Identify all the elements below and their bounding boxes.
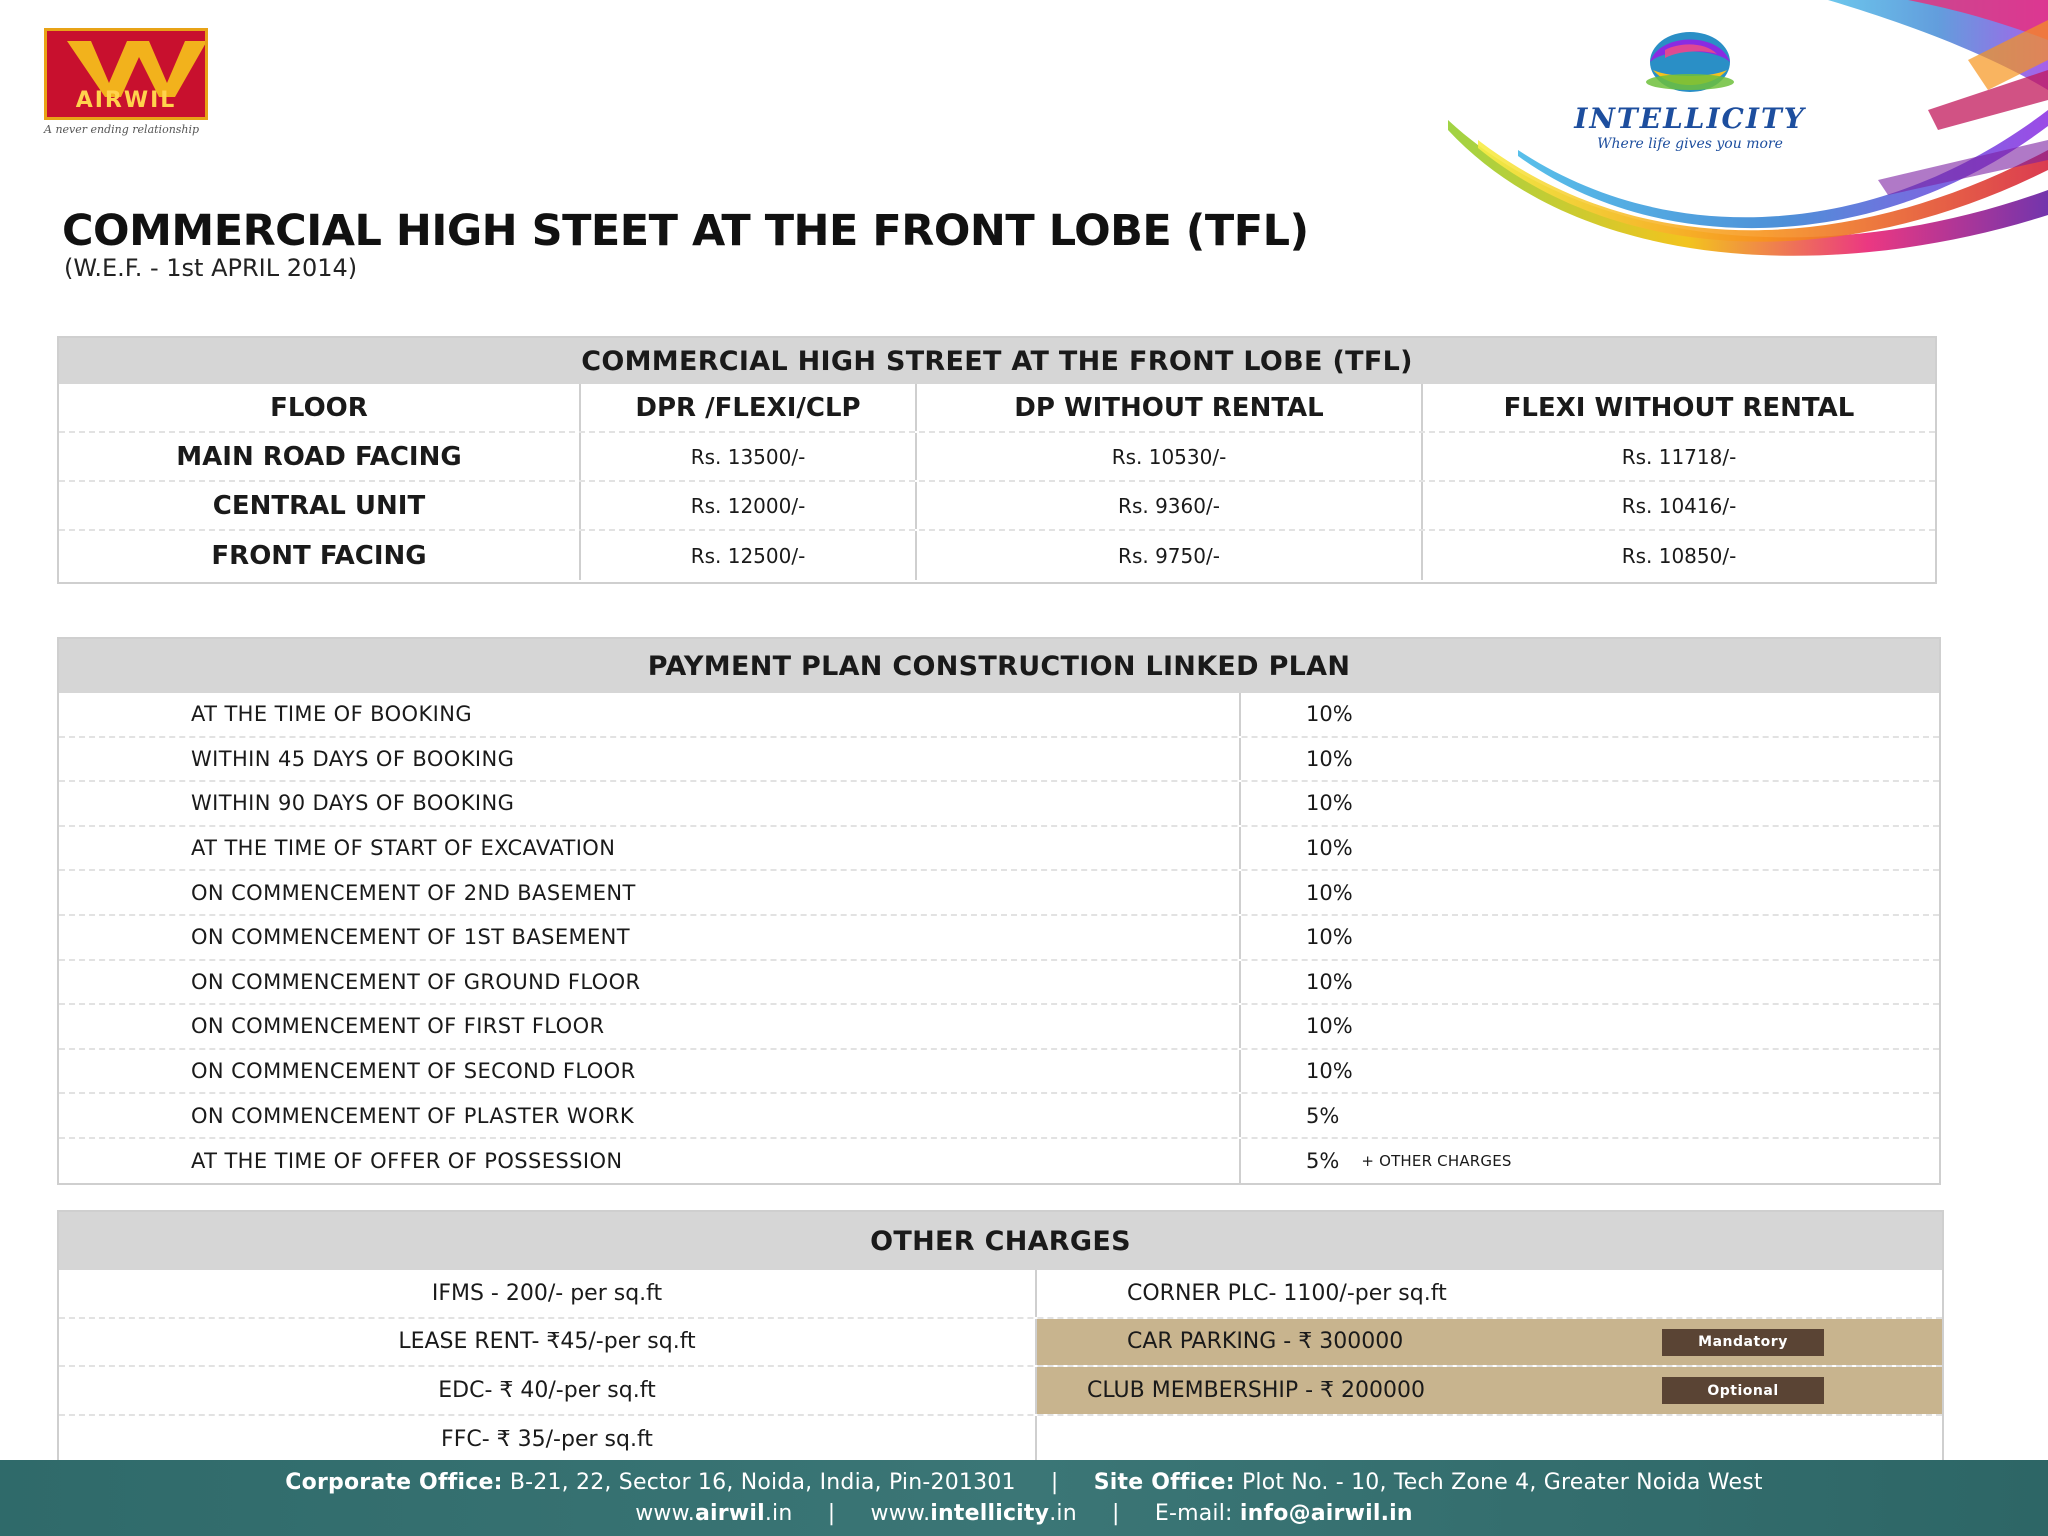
- charge-cell: LEASE RENT- ₹45/-per sq.ft: [59, 1319, 1037, 1366]
- stage-cell: AT THE TIME OF BOOKING: [59, 693, 1241, 736]
- airwil-logo: [44, 28, 224, 136]
- airwil-website-link[interactable]: www.airwil.in: [635, 1501, 793, 1526]
- footer: [0, 1460, 2048, 1536]
- corporate-office-label: Corporate Office:: [285, 1470, 503, 1495]
- percent-cell: 10%: [1306, 1059, 1353, 1084]
- charge-cell: EDC- ₹ 40/-per sq.ft: [59, 1367, 1037, 1414]
- intellicity-website-link[interactable]: www.intellicity.in: [870, 1501, 1077, 1526]
- percent-cell: 10%: [1306, 1014, 1353, 1039]
- price-cell: Rs. 10850/-: [1621, 543, 1737, 568]
- site-office-label: Site Office:: [1093, 1470, 1235, 1495]
- column-header: DP WITHOUT RENTAL: [917, 384, 1423, 431]
- table-row: [59, 1270, 1942, 1319]
- payment-plan-heading: PAYMENT PLAN CONSTRUCTION LINKED PLAN: [59, 639, 1939, 693]
- price-cell: Rs. 11718/-: [1621, 444, 1737, 469]
- stage-cell: ON COMMENCEMENT OF PLASTER WORK: [59, 1094, 1241, 1137]
- table-row: [59, 1319, 1942, 1368]
- charge-cell: IFMS - 200/- per sq.ft: [59, 1270, 1037, 1317]
- other-charges-heading: OTHER CHARGES: [59, 1212, 1942, 1270]
- car-parking-label: CAR PARKING - ₹ 300000: [1127, 1329, 1404, 1355]
- intellicity-logo: [1540, 20, 1840, 152]
- table-row: [59, 1367, 1942, 1416]
- column-header: FLOOR: [59, 384, 581, 431]
- percent-cell: 10%: [1306, 746, 1353, 771]
- stage-cell: WITHIN 45 DAYS OF BOOKING: [59, 738, 1241, 781]
- intellicity-tagline: Where life gives you more: [1597, 136, 1783, 152]
- table-row: [59, 482, 1935, 531]
- airwil-wordmark: AIRWIL: [75, 88, 177, 113]
- mandatory-badge: Mandatory: [1662, 1329, 1824, 1356]
- airwil-tagline: A never ending relationship: [44, 123, 200, 136]
- floor-cell: FRONT FACING: [59, 531, 581, 580]
- email-label: E-mail:: [1154, 1501, 1233, 1526]
- column-header: DPR /FLEXI/CLP: [581, 384, 917, 431]
- price-table-header-row: [59, 384, 1935, 433]
- charge-cell: FFC- ₹ 35/-per sq.ft: [59, 1416, 1037, 1465]
- corporate-office-address: B-21, 22, Sector 16, Noida, India, Pin-201301: [509, 1470, 1016, 1495]
- empty-cell: [1037, 1416, 1942, 1465]
- club-membership-label: CLUB MEMBERSHIP - ₹ 200000: [1087, 1377, 1426, 1403]
- percent-cell: [1241, 1139, 1939, 1184]
- separator: |: [1112, 1501, 1120, 1526]
- stage-cell: AT THE TIME OF OFFER OF POSSESSION: [59, 1139, 1241, 1184]
- page-title: COMMERCIAL HIGH STEET AT THE FRONT LOBE (TFL): [62, 206, 1309, 256]
- percent-cell: 5%: [1306, 1103, 1340, 1128]
- percent-cell: 10%: [1306, 925, 1353, 950]
- table-row: [59, 738, 1939, 783]
- table-row: [59, 961, 1939, 1006]
- price-cell: Rs. 9360/-: [917, 482, 1423, 529]
- separator: |: [1050, 1470, 1059, 1495]
- table-row: [59, 433, 1935, 482]
- percent-cell: 10%: [1306, 836, 1353, 861]
- page-subtitle: (W.E.F. - 1st APRIL 2014): [64, 254, 358, 282]
- table-row: [59, 1005, 1939, 1050]
- footer-address-line: [0, 1470, 2048, 1495]
- email-link[interactable]: info@airwil.in: [1239, 1501, 1413, 1526]
- table-row: [59, 531, 1935, 580]
- stage-cell: AT THE TIME OF START OF EXCAVATION: [59, 827, 1241, 870]
- separator: |: [827, 1501, 836, 1526]
- price-cell: Rs. 13500/-: [581, 433, 917, 480]
- table-row: [59, 1094, 1939, 1139]
- percent-cell: 10%: [1306, 880, 1353, 905]
- optional-badge: Optional: [1662, 1377, 1824, 1404]
- price-cell: Rs. 10530/-: [917, 433, 1423, 480]
- stage-cell: ON COMMENCEMENT OF SECOND FLOOR: [59, 1050, 1241, 1093]
- club-membership-cell: [1037, 1367, 1942, 1414]
- intellicity-wordmark: INTELLICITY: [1574, 102, 1806, 135]
- other-charges-table: [57, 1210, 1944, 1466]
- footer-contact-line: [0, 1501, 2048, 1526]
- site-office-address: Plot No. - 10, Tech Zone 4, Greater Noida West: [1241, 1470, 1763, 1495]
- table-row: [59, 1050, 1939, 1095]
- price-table-heading: COMMERCIAL HIGH STREET AT THE FRONT LOBE (TFL): [59, 338, 1935, 384]
- percent-cell: 10%: [1306, 791, 1353, 816]
- percent-cell: 10%: [1306, 702, 1353, 727]
- stage-cell: ON COMMENCEMENT OF GROUND FLOOR: [59, 961, 1241, 1004]
- stage-cell: ON COMMENCEMENT OF 2ND BASEMENT: [59, 871, 1241, 914]
- table-row: [59, 916, 1939, 961]
- stage-cell: ON COMMENCEMENT OF 1ST BASEMENT: [59, 916, 1241, 959]
- table-row: [59, 1139, 1939, 1184]
- table-row: [59, 1416, 1942, 1465]
- stage-cell: ON COMMENCEMENT OF FIRST FLOOR: [59, 1005, 1241, 1048]
- price-cell: Rs. 10416/-: [1621, 493, 1737, 518]
- payment-plan-table: [57, 637, 1941, 1185]
- price-cell: Rs. 9750/-: [917, 531, 1423, 580]
- other-charges-note: + OTHER CHARGES: [1361, 1152, 1512, 1171]
- globe-icon: [1635, 20, 1745, 100]
- price-cell: Rs. 12500/-: [581, 531, 917, 580]
- price-cell: Rs. 12000/-: [581, 482, 917, 529]
- car-parking-cell: [1037, 1319, 1942, 1366]
- floor-cell: MAIN ROAD FACING: [59, 433, 581, 480]
- table-row: [59, 827, 1939, 872]
- table-row: [59, 693, 1939, 738]
- price-table: [57, 336, 1937, 584]
- floor-cell: CENTRAL UNIT: [59, 482, 581, 529]
- charge-cell: CORNER PLC- 1100/-per sq.ft: [1127, 1280, 1447, 1306]
- table-row: [59, 782, 1939, 827]
- percent-value: 5%: [1306, 1149, 1340, 1174]
- column-header: FLEXI WITHOUT RENTAL: [1503, 392, 1855, 423]
- percent-cell: 10%: [1306, 969, 1353, 994]
- table-row: [59, 871, 1939, 916]
- stage-cell: WITHIN 90 DAYS OF BOOKING: [59, 782, 1241, 825]
- airwil-logo-mark: [44, 28, 208, 120]
